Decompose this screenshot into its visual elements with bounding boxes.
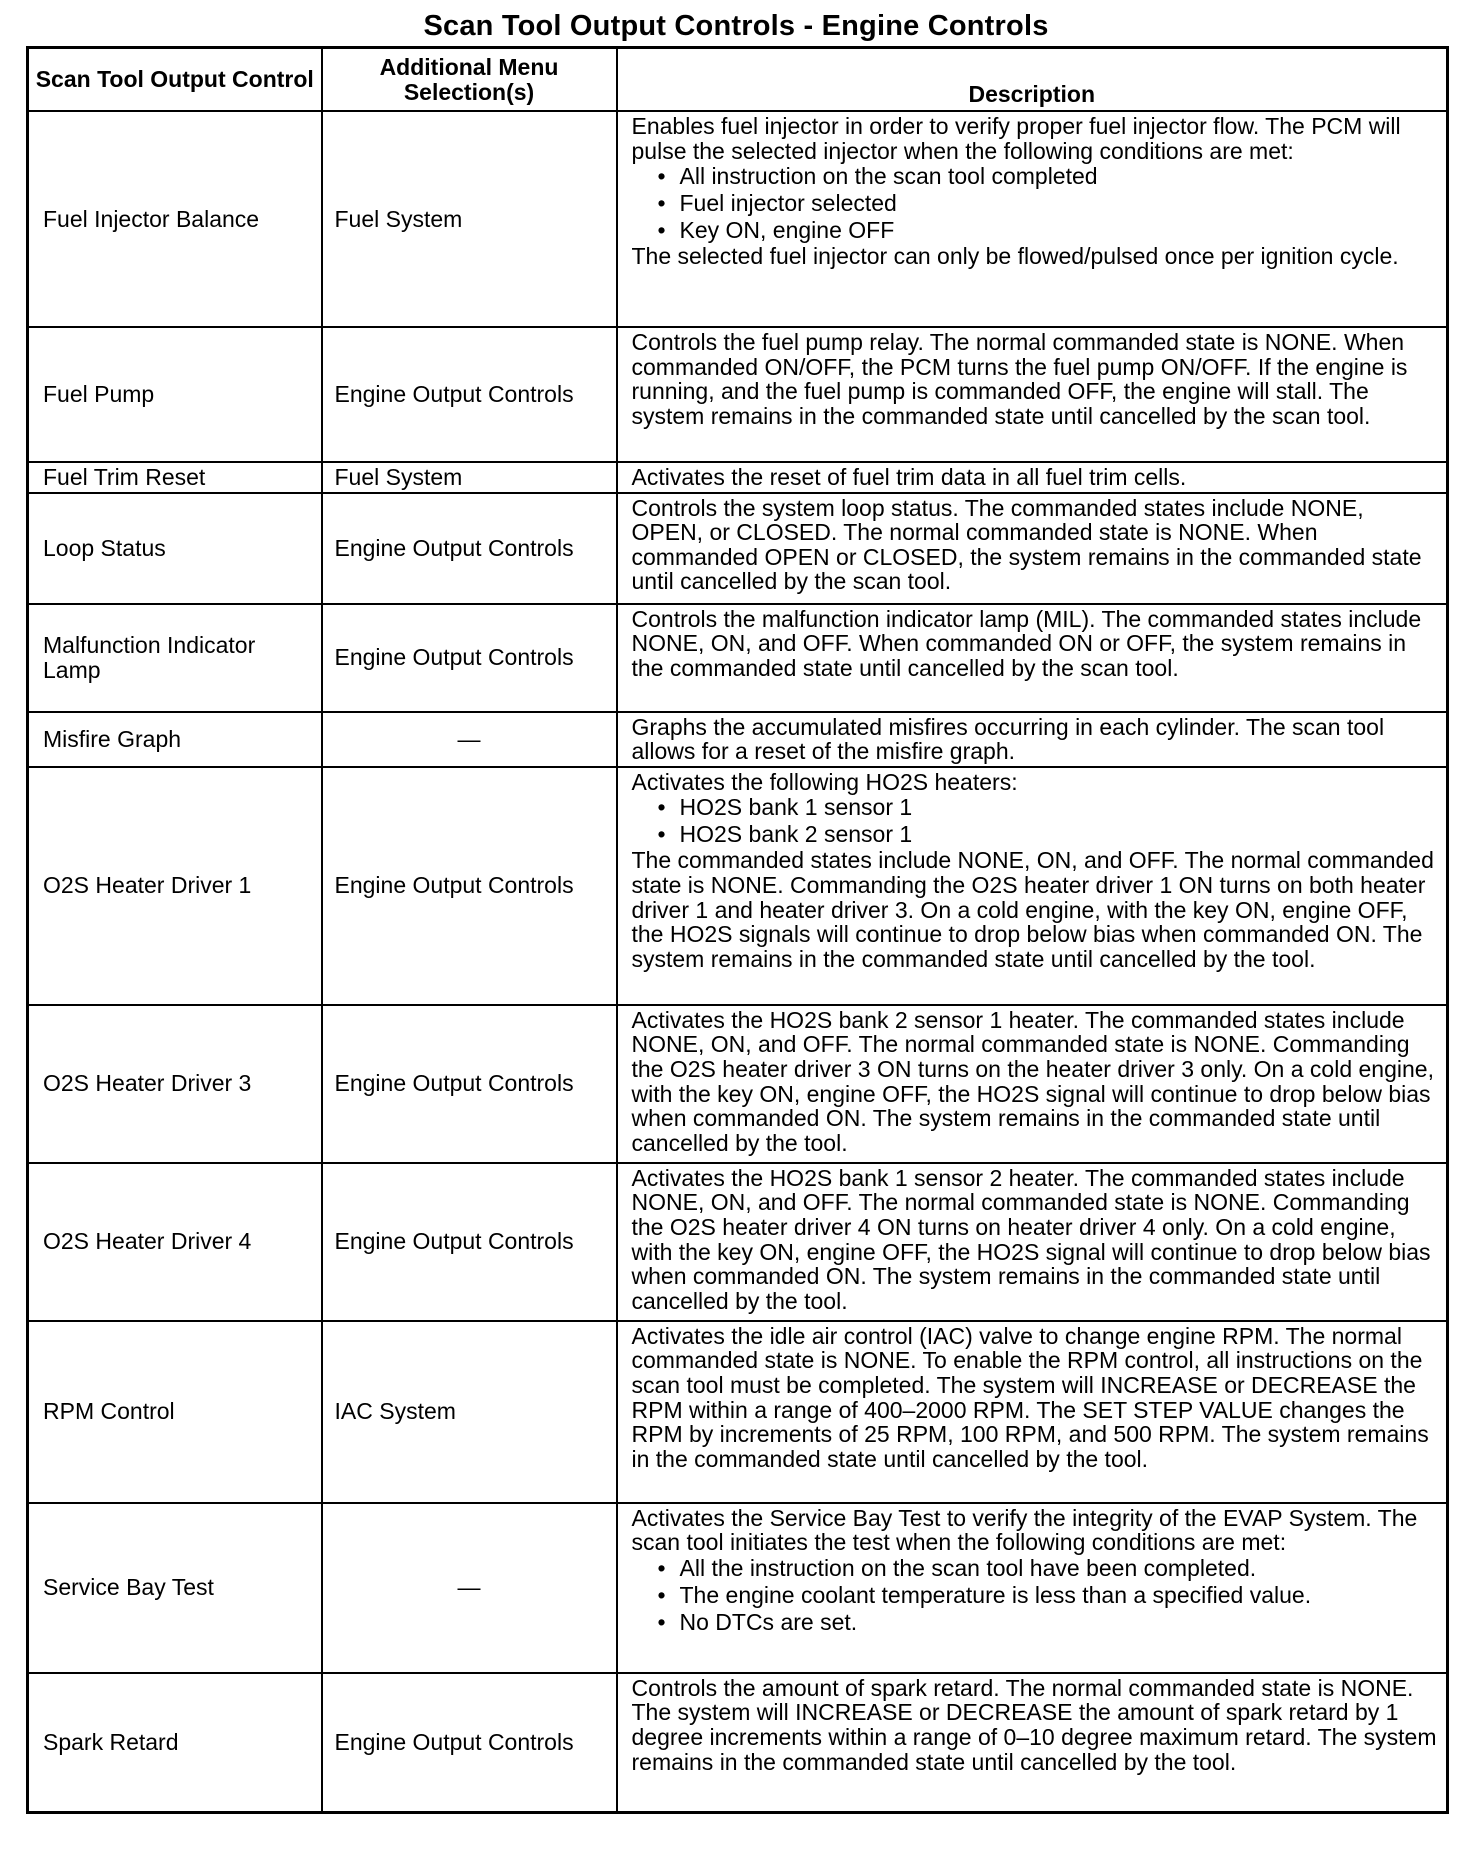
description-cell: [617, 604, 1448, 712]
table-row: [28, 1321, 1448, 1503]
condition-list: [632, 163, 1441, 244]
condition-item: • All the instruction on the scan tool have been completed.: [656, 1555, 1441, 1582]
description-text: Activates the HO2S bank 2 sensor 1 heater. The commanded states include NONE, ON, and OFF. The normal commanded state is NONE. Commanding the O2S heater driver 3 ON turns on the heater driver 3 only. On a cold engine, with the key ON, engine OFF, the HO2S signal will continue to drop below bias when commanded ON. The system remains in the commanded state until cancelled by the tool.: [631, 1006, 1434, 1156]
condition-item: • Key ON, engine OFF: [656, 217, 1441, 244]
description-text: Controls the fuel pump relay. The normal commanded state is NONE. When commanded ON/OFF, the PCM turns the fuel pump ON/OFF. If the engine is running, and the fuel pump is commanded OFF, the engine will stall. The system remains in the commanded state until cancelled by the scan tool.: [631, 329, 1408, 429]
description-text: Controls the malfunction indicator lamp (MIL). The commanded states include NONE, ON, and OFF. When commanded ON or OFF, the system remains in the commanded state until cancelled by the scan tool.: [631, 605, 1422, 681]
condition-item: • The engine coolant temperature is less than a specified value.: [656, 1582, 1441, 1609]
output-control-name: O2S Heater Driver 3: [28, 1005, 322, 1163]
table-row: [28, 327, 1448, 462]
menu-selection: IAC System: [322, 1321, 617, 1503]
table-row: [28, 462, 1448, 493]
description-cell: [617, 327, 1448, 462]
menu-selection: Engine Output Controls: [322, 604, 617, 712]
description-cell: [617, 1005, 1448, 1163]
output-control-name: O2S Heater Driver 1: [28, 767, 322, 1005]
condition-list: [632, 1555, 1441, 1636]
description-cell: [617, 1321, 1448, 1503]
menu-selection: Engine Output Controls: [322, 1163, 617, 1321]
description-cell: [617, 1503, 1448, 1673]
menu-selection: Fuel System: [322, 111, 617, 327]
output-control-name: Service Bay Test: [28, 1503, 322, 1673]
table-row: [28, 712, 1448, 767]
table-row: [28, 1163, 1448, 1321]
output-control-name: Fuel Injector Balance: [28, 111, 322, 327]
menu-selection: Engine Output Controls: [322, 767, 617, 1005]
table-row: [28, 1673, 1448, 1813]
condition-list: [632, 794, 1441, 848]
header-description: Description: [617, 48, 1448, 112]
output-controls-table: [26, 46, 1449, 1814]
menu-selection: —: [322, 1503, 617, 1673]
description-text: Activates the reset of fuel trim data in all fuel trim cells.: [631, 464, 1187, 490]
menu-selection: Engine Output Controls: [322, 493, 617, 604]
condition-item: • HO2S bank 2 sensor 1: [656, 821, 1441, 848]
condition-item: • HO2S bank 1 sensor 1: [656, 794, 1441, 821]
description-cell: [617, 712, 1448, 767]
menu-selection: —: [322, 712, 617, 767]
description-cell: [617, 111, 1448, 327]
output-control-name: Fuel Pump: [28, 327, 322, 462]
table-row: [28, 493, 1448, 604]
table-header-row: [28, 48, 1448, 112]
description-cell: [617, 462, 1448, 493]
header-output-control: Scan Tool Output Control: [28, 48, 322, 112]
description-cell: [617, 767, 1448, 1005]
description-text: Graphs the accumulated misfires occurring in each cylinder. The scan tool allows for a reset of the misfire graph.: [631, 713, 1385, 765]
description-text: Controls the system loop status. The commanded states include NONE, OPEN, or CLOSED. The normal commanded state is NONE. When commanded OPEN or CLOSED, the system remains in the commanded state until cancelled by the scan tool.: [631, 494, 1422, 595]
table-row: [28, 1503, 1448, 1673]
description-text: Activates the Service Bay Test to verify the integrity of the EVAP System. The scan tool initiates the test when the following conditions are met:: [631, 1504, 1418, 1556]
menu-selection: Engine Output Controls: [322, 327, 617, 462]
menu-selection: Engine Output Controls: [322, 1673, 617, 1813]
table-row: [28, 1005, 1448, 1163]
output-control-name: RPM Control: [28, 1321, 322, 1503]
table-row: [28, 604, 1448, 712]
description-text: Controls the amount of spark retard. The normal commanded state is NONE. The system will INCREASE or DECREASE the amount of spark retard by 1 degree increments within a range of 0–10 degree maximum retard. The system remains in the commanded state until cancelled by the tool.: [631, 1674, 1437, 1775]
table-body: [28, 111, 1448, 1813]
table-row: [28, 767, 1448, 1005]
description-text: Enables fuel injector in order to verify proper fuel injector flow. The PCM will pulse the selected injector when the following conditions are met:: [631, 113, 1401, 164]
output-control-name: Spark Retard: [28, 1673, 322, 1813]
description-cell: [617, 1673, 1448, 1813]
description-cell: [617, 493, 1448, 604]
menu-selection: Engine Output Controls: [322, 1005, 617, 1163]
condition-item: • No DTCs are set.: [656, 1609, 1441, 1636]
output-control-name: Misfire Graph: [28, 712, 322, 767]
output-control-name: O2S Heater Driver 4: [28, 1163, 322, 1321]
condition-item: • Fuel injector selected: [656, 190, 1441, 217]
description-cell: [617, 1163, 1448, 1321]
description-text: Activates the idle air control (IAC) valve to change engine RPM. The normal commanded state is NONE. To enable the RPM control, all instructions on the scan tool must be completed. The system will INCREASE or DECREASE the RPM within a range of 400–2000 RPM. The SET STEP VALUE changes the RPM by increments of 25 RPM, 100 RPM, and 500 RPM. The system remains in the commanded state until cancelled by the tool.: [631, 1322, 1429, 1472]
description-followup-text: The commanded states include NONE, ON, and OFF. The normal commanded state is NONE. Commanding the O2S heater driver 1 ON turns on both heater driver 1 and heater driver 3. On a cold engine, with the key ON, engine OFF, the HO2S signals will continue to drop below bias when commanded ON. The system remains in the commanded state until cancelled by the tool.: [631, 847, 1434, 972]
description-text: Activates the following HO2S heaters:: [631, 768, 1018, 795]
description-followup-text: The selected fuel injector can only be flowed/pulsed once per ignition cycle.: [631, 243, 1399, 270]
output-control-name: Fuel Trim Reset: [28, 462, 322, 493]
header-menu-selection: Additional Menu Selection(s): [322, 48, 617, 112]
output-control-name: Malfunction Indicator Lamp: [28, 604, 322, 712]
description-text: Activates the HO2S bank 1 sensor 2 heater. The commanded states include NONE, ON, and OFF. The normal commanded state is NONE. Commanding the O2S heater driver 4 ON turns on heater driver 4 only. On a cold engine, with the key ON, engine OFF, the HO2S signal will continue to drop below bias when commanded ON. The system remains in the commanded state until cancelled by the tool.: [631, 1164, 1431, 1314]
page-title: Scan Tool Output Controls - Engine Controls: [423, 10, 1049, 42]
condition-item: • All instruction on the scan tool completed: [656, 163, 1441, 190]
menu-selection: Fuel System: [322, 462, 617, 493]
output-control-name: Loop Status: [28, 493, 322, 604]
table-row: [28, 111, 1448, 327]
